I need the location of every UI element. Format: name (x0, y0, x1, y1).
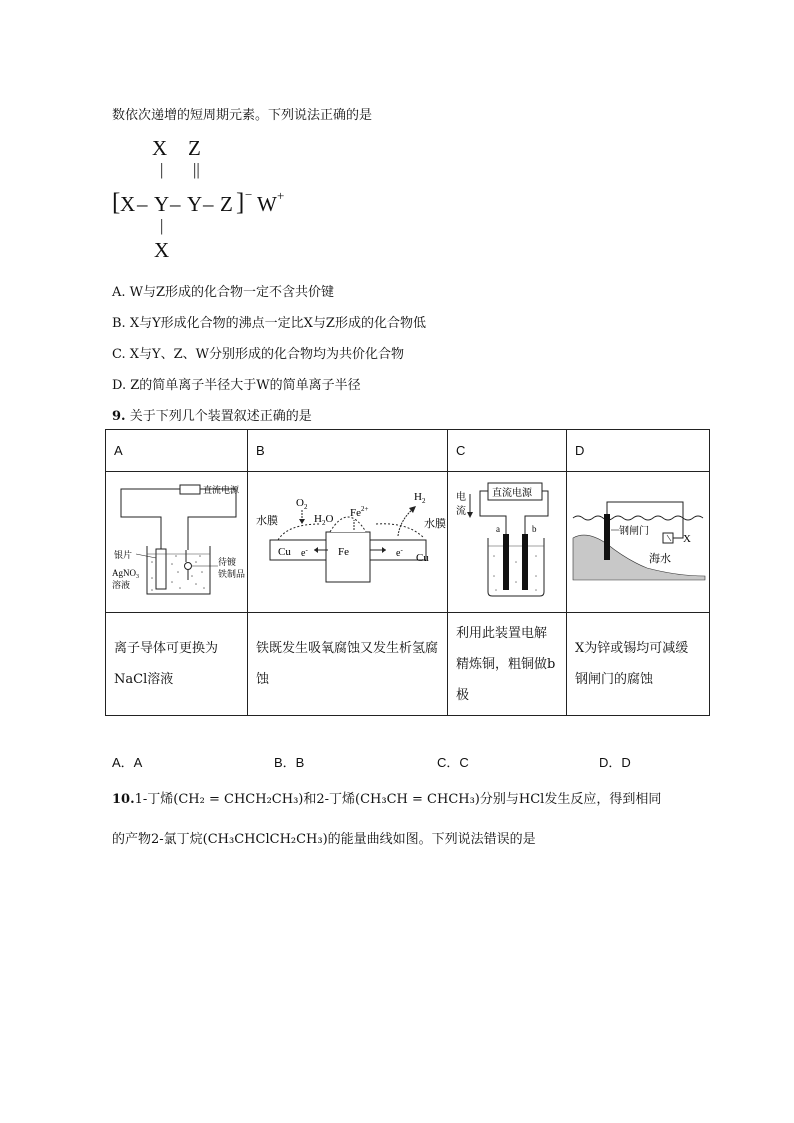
formula-bond: – (203, 192, 214, 216)
col-header-d: D (567, 430, 710, 472)
q8-option-c: C. X与Y、Z、W分别形成的化合物均为共价化合物 (112, 347, 404, 362)
q8-structural-formula (112, 136, 312, 266)
description-d: X为锌或锡均可减缓钢闸门的腐蚀 (567, 613, 710, 716)
description-b: 铁既发生吸氧腐蚀又发生析氢腐蚀 (248, 613, 448, 716)
q10-text-1: 1-丁烯(CH₂ = CHCH₂CH₃)和2-丁烯(CH₃CH = CHCH₃)分别与HCl发生反应，得到相同 (134, 792, 662, 807)
choice-c: C．C (437, 755, 469, 770)
formula-bond: – (137, 192, 148, 216)
refining-diagram (448, 472, 566, 608)
formula-top-x: X (152, 136, 168, 160)
solution-label-2: 溶液 (112, 580, 131, 590)
col-header-b: B (248, 430, 448, 472)
sea-gate-diagram (567, 472, 709, 608)
water-film-left: 水膜 (256, 515, 278, 527)
formula-single-bond-bottom: | (160, 216, 164, 235)
electrode-b-label: b (532, 524, 537, 534)
description-a: 离子导体可更换为NaCl溶液 (106, 613, 248, 716)
power-label: 直流电源 (492, 488, 532, 499)
corrosion-diagram (248, 472, 447, 608)
x-label: X (683, 533, 691, 545)
q9-device-table (105, 429, 710, 716)
formula-x1: X (120, 192, 136, 216)
current-label-2: 流 (456, 506, 466, 517)
q9-number: 9. (112, 409, 126, 424)
formula-close-bracket: ] (236, 189, 245, 216)
electroplating-diagram (106, 472, 247, 608)
formula-top-z: Z (188, 136, 201, 160)
water-film-right: 水膜 (424, 518, 446, 530)
q10-number: 10. (112, 792, 135, 807)
current-label-1: 电 (456, 492, 466, 503)
choice-d: D．D (599, 755, 631, 770)
formula-cation: W (257, 192, 277, 216)
formula-z: Z (220, 192, 233, 216)
q10-line-1 (112, 788, 661, 807)
q8-option-a: A. W与Z形成的化合物一定不含共价键 (112, 285, 335, 300)
formula-bottom-x: X (154, 238, 170, 262)
figure-d-sea-gate (567, 472, 710, 613)
formula-open-bracket: [ (112, 189, 121, 216)
col-header-c: C (448, 430, 567, 472)
col-header-a: A (106, 430, 248, 472)
formula-single-bond-top: | (160, 160, 164, 179)
solution-label: AgNO$_3$ (112, 568, 139, 580)
formula-y2: Y (187, 192, 203, 216)
seawater-label: 海水 (649, 553, 671, 565)
water-label: $H_2O$ (314, 513, 334, 527)
formula-charge: − (245, 187, 253, 202)
description-c: 利用此装置电解精炼铜，粗铜做b极 (448, 613, 567, 716)
formula-y1: Y (154, 192, 170, 216)
item-label-1: 待镀 (218, 557, 237, 567)
q8-stem-tail: 数依次递增的短周期元素。下列说法正确的是 (112, 108, 373, 123)
q9-stem (112, 405, 312, 424)
electron-right: e- (396, 546, 403, 559)
q9-stem-text: 关于下列几个装置叙述正确的是 (129, 409, 312, 424)
figure-b-corrosion (248, 472, 448, 613)
ferrous-ion-label: $Fe^{2+}$ (350, 505, 369, 519)
formula-cation-charge: + (277, 188, 285, 203)
figure-a-electroplating (106, 472, 248, 613)
hydrogen-label: $H_2$ (414, 491, 426, 505)
formula-bond: – (170, 192, 181, 216)
item-label-2: 铁制品 (218, 569, 246, 579)
choice-b: B．B (274, 755, 305, 770)
formula-double-bond: || (193, 160, 200, 179)
cu-right-label: Cu (416, 552, 429, 564)
cu-left-label: Cu (278, 546, 291, 558)
figure-c-refining (448, 472, 567, 613)
q8-option-b: B. X与Y形成化合物的沸点一定比X与Z形成的化合物低 (112, 316, 426, 331)
gate-label: 钢闸门 (619, 526, 649, 537)
electrode-a-label: a (496, 524, 500, 534)
power-label: 直流电源 (203, 485, 240, 495)
q8-option-d: D. Z的简单离子半径大于W的简单离子半径 (112, 378, 361, 393)
fe-label: Fe (338, 546, 349, 558)
q10-line-2: 的产物2-氯丁烷(CH₃CHClCH₂CH₃)的能量曲线如图。下列说法错误的是 (112, 832, 536, 847)
choice-a: A．A (112, 755, 143, 770)
silver-label: 银片 (114, 550, 133, 560)
electron-left: e- (301, 546, 308, 559)
oxygen-label: $O_2$ (296, 497, 308, 511)
